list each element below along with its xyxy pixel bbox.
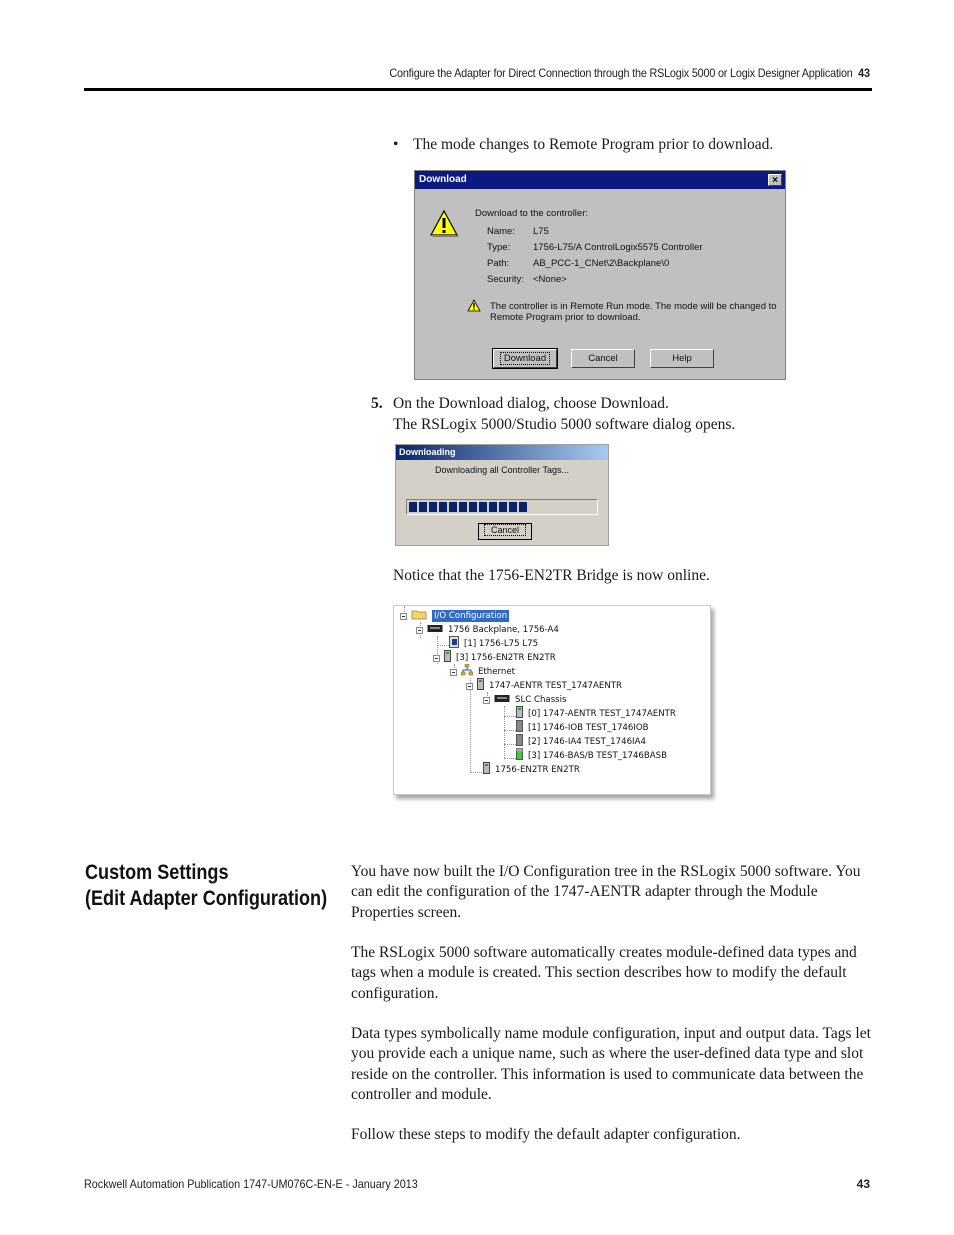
path-value: AB_PCC-1_CNet\2\Backplane\0 (533, 258, 670, 269)
tree-node-en2tr[interactable] (433, 652, 556, 664)
type-label: Type: (487, 242, 511, 253)
step-line-1: On the Download dialog, choose Download. (393, 395, 669, 412)
close-button[interactable] (768, 174, 782, 186)
tree-node-label: [1] 1756-L75 L75 (464, 639, 539, 649)
warning-line-1: The controller is in Remote Run mode. The mode will be changed to (490, 301, 777, 312)
progress-segment (499, 502, 507, 512)
tree-node-slot-3[interactable] (516, 750, 667, 762)
download-heading: Download to the controller: (475, 208, 589, 219)
tree-node-aentr[interactable] (466, 680, 622, 692)
tree-connector (504, 730, 516, 731)
chassis-icon (494, 694, 510, 707)
download-dialog (414, 170, 786, 380)
running-title: Configure the Adapter for Direct Connection through the RSLogix 5000 or Logix Designer Application (389, 66, 853, 80)
publication-info: Rockwell Automation Publication 1747-UM076C-EN-E - January 2013 (84, 1177, 418, 1191)
tree-connector (504, 706, 505, 758)
tree-connector (470, 772, 484, 773)
close-icon: × (772, 175, 778, 186)
running-header (390, 66, 870, 80)
tree-node-slot-0[interactable] (516, 708, 676, 720)
small-warning-icon (467, 299, 481, 315)
paragraph: The RSLogix 5000 software automatically creates module-defined data types and tags when a module is created. This section describes how to modify the default configuration. (351, 944, 857, 1002)
header-rule (84, 88, 872, 91)
progress-segment (409, 502, 417, 512)
collapse-icon[interactable] (466, 683, 473, 690)
security-label: Security: (487, 274, 524, 285)
tree-node-slot-2[interactable] (516, 736, 646, 748)
tree-connector (504, 744, 516, 745)
dialog-titlebar (415, 171, 785, 189)
progress-segment (459, 502, 467, 512)
name-value: L75 (533, 226, 549, 237)
paragraph: You have now built the I/O Configuration tree in the RSLogix 5000 software. You can edit the configuration of the 1747-AENTR adapter through the Module Properties screen. (351, 863, 861, 921)
paragraph: Follow these steps to modify the default adapter configuration. (351, 1126, 741, 1143)
tree-node-label: 1747-AENTR TEST_1747AENTR (489, 681, 622, 691)
paragraph: Data types symbolically name module configuration, input and output data. Tags let you provide each a unique name, such as where the user-defined data type and slot reside on the controller. This information is used to communicate data between the controller and module. (351, 1025, 871, 1103)
security-value: <None> (533, 274, 567, 285)
progress-segment (479, 502, 487, 512)
downloading-dialog (395, 444, 609, 546)
network-icon (461, 664, 473, 680)
bullet-icon: • (393, 136, 399, 153)
help-button[interactable]: Help (650, 349, 714, 368)
tree-node-en2tr-bridge[interactable] (483, 764, 580, 776)
cancel-button[interactable]: Cancel (571, 349, 635, 368)
progress-segment (509, 502, 517, 512)
downloading-title: Downloading (396, 445, 608, 460)
tree-node-slot-1[interactable] (516, 722, 649, 734)
collapse-icon[interactable] (433, 655, 440, 662)
footer-page-number: 43 (856, 1177, 870, 1191)
tree-node-controller[interactable] (449, 638, 538, 650)
tree-node-label: SLC Chassis (515, 695, 567, 705)
collapse-icon[interactable] (483, 697, 490, 704)
section-heading-line-2: (Edit Adapter Configuration) (85, 887, 328, 910)
tree-node-label: 1756-EN2TR EN2TR (495, 765, 580, 775)
progress-segment (429, 502, 437, 512)
tree-connector (437, 645, 449, 646)
progress-segment (439, 502, 447, 512)
path-label: Path: (487, 258, 510, 269)
tree-node-io-configuration[interactable] (400, 610, 509, 622)
collapse-icon[interactable] (416, 627, 423, 634)
download-button[interactable]: Download (493, 349, 557, 368)
tree-node-label: [3] 1746-BAS/B TEST_1746BASB (528, 751, 667, 761)
notice-text: Notice that the 1756-EN2TR Bridge is now online. (393, 567, 710, 584)
tree-node-slc-chassis[interactable] (483, 694, 567, 706)
warning-icon (429, 209, 459, 240)
progress-segment (519, 502, 527, 512)
tree-node-ethernet[interactable] (450, 666, 515, 678)
tree-node-label: I/O Configuration (434, 611, 508, 621)
section-heading-line-1: Custom Settings (85, 861, 229, 884)
io-configuration-tree (393, 605, 711, 795)
warning-line-2: Remote Program prior to download. (490, 312, 641, 323)
progress-segment (449, 502, 457, 512)
tree-connector (470, 678, 471, 773)
tree-connector (504, 758, 516, 759)
module-icon (483, 762, 490, 778)
page-footer (84, 1177, 870, 1191)
bullet-item (393, 136, 773, 154)
step-line-2: The RSLogix 5000/Studio 5000 software dialog opens. (393, 416, 736, 433)
bullet-text: The mode changes to Remote Program prior to download. (413, 136, 774, 153)
section-heading (85, 860, 327, 912)
tree-node-label: Ethernet (478, 667, 516, 677)
tree-node-label: [1] 1746-IOB TEST_1746IOB (528, 723, 649, 733)
dialog-title: Download (419, 174, 467, 185)
tree-node-label: [2] 1746-IA4 TEST_1746IA4 (528, 737, 646, 747)
step-number: 5. (371, 395, 383, 412)
module-icon (444, 650, 451, 666)
tree-connector (504, 716, 516, 717)
green-module-icon (516, 748, 523, 764)
tree-node-backplane[interactable] (416, 624, 559, 636)
tree-node-label: [0] 1747-AENTR TEST_1747AENTR (528, 709, 676, 719)
tree-node-label: 1756 Backplane, 1756-A4 (448, 625, 559, 635)
downloading-message: Downloading all Controller Tags... (435, 465, 569, 475)
folder-icon (411, 609, 427, 624)
module-icon (477, 678, 484, 694)
progress-segment (419, 502, 427, 512)
progress-bar (406, 499, 598, 515)
tree-node-label: [3] 1756-EN2TR EN2TR (456, 653, 556, 663)
downloading-cancel-button[interactable]: Cancel (478, 523, 532, 540)
collapse-icon[interactable] (450, 669, 457, 676)
backplane-icon (427, 624, 443, 637)
progress-segment (469, 502, 477, 512)
collapse-icon[interactable] (400, 613, 407, 620)
header-page-number: 43 (858, 66, 870, 80)
step-5 (371, 393, 735, 435)
type-value: 1756-L75/A ControlLogix5575 Controller (533, 242, 703, 253)
name-label: Name: (487, 226, 515, 237)
progress-segment (489, 502, 497, 512)
